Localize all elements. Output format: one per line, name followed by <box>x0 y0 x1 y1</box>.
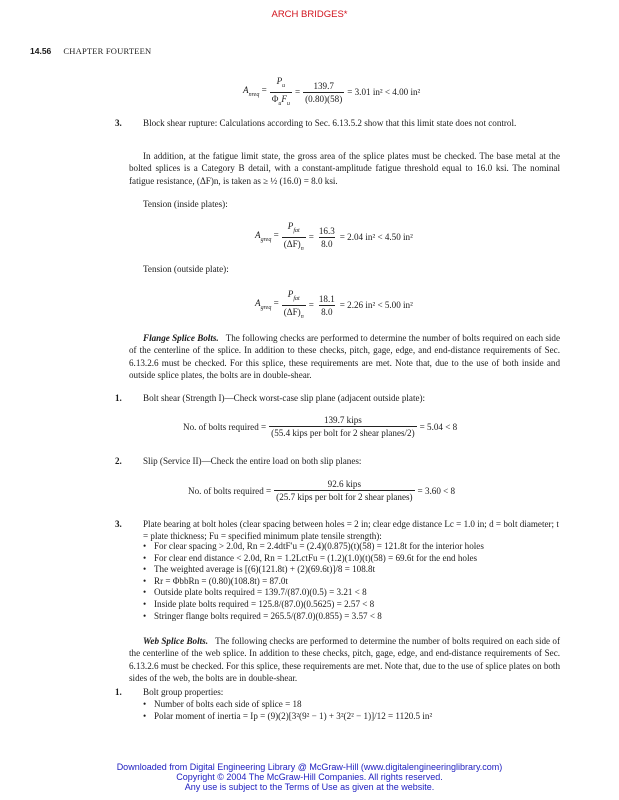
list-item: • Inside plate bolts required = 125.8/(87.0)(0.5625) = 2.57 < 8 <box>143 599 563 611</box>
paragraph-flange-splice-bolts: Flange Splice Bolts. The following checks are performed to determine the number of bolts required on each side of the centerline of the splice. In addition to these checks, pitch, gage, edge, and end-distance requirements of Sec. 6.13.2.6 must be checked. For this splice, these requirements are met. Note that, due to the use of both inside and outside splice plates, the bolts are in double-shear. <box>129 333 560 380</box>
paragraph-fatigue: In addition, at the fatigue limit state, the gross area of the splice plates must be checked. The base metal at the bolted splices is a Category B detail, with a constant-amplitude fatigue threshold equal to 16.0 ksi. The nominal fatigue resistance, (ΔF)n, is taken as ≥ ½ (16.0) = 8.0 ksi. <box>129 151 560 186</box>
list-item-slip: 2. Slip (Service II)—Check the entire load on both slip planes: <box>115 456 362 466</box>
list-item: • For clear spacing > 2.0d, Rn = 2.4dtF′u = (2.4)(0.875)(t)(58) = 121.8t for the interior holes <box>143 541 563 553</box>
bolt-group-bullet-list <box>143 699 563 722</box>
footer-terms-link[interactable]: Any use is subject to the Terms of Use as given at the website. <box>184 782 435 792</box>
section-heading-web: Web Splice Bolts. <box>143 636 208 646</box>
list-item: • Polar moment of inertia = Ip = (9)(2)[3²(9² − 1) + 3²(2² − 1)]/12 = 1120.5 in² <box>143 711 563 723</box>
label-tension-outside: Tension (outside plate): <box>143 264 229 274</box>
list-item: • Rr = ΦbbRn = (0.80)(108.8t) = 87.0t <box>143 576 563 588</box>
equation-bolt-shear: No. of bolts required = $\frac{\text{139.7 kips}}{\text{(55.4 kips per bolt for 2 shear planes/2)}}$ = 5.04 < 8 <box>183 415 458 438</box>
list-item-bolt-group: 1. Bolt group properties: <box>115 687 224 697</box>
paragraph-web-splice-bolts: Web Splice Bolts. The following checks are performed to determine the number of bolts required on each side of the centerline of the web splice. In addition to these checks, pitch, gage, edge, and end-distance requirements of Sec. 6.13.2.6 must be checked. For this splice, these requirements are met. Note that, due to the use of splice plates on both sides of the web, the bolts are in double-shear. <box>129 636 561 683</box>
footer-copyright: Copyright © 2004 The McGraw-Hill Companies. All rights reserved. <box>176 772 443 782</box>
list-item: • For clear end distance < 2.0d, Rn = 1.2LctFu = (1.2)(1.0)(t)(58) = 69.6t for the end holes <box>143 553 563 565</box>
bearing-bullet-list <box>143 541 563 622</box>
chapter-title: CHAPTER FOURTEEN <box>63 46 152 56</box>
list-item: • The weighted average is [(6)(121.8t) + (2)(69.6t)]/8 = 108.8t <box>143 564 563 576</box>
running-head <box>30 46 151 56</box>
equation-net-area: $A_{nreq}$ = $\frac{P_u}{\Phi_uF_u}$ = $\frac{139.7}{(0.80)(58)}$ = 3.01 in² < 4.00 in² <box>243 75 420 110</box>
equation-tension-outside: $A_{greq}$ = $\frac{P_{fat}}{(\Delta F)_n}$ = $\frac{18.1}{8.0}$ = 2.26 in² < 5.00 in² <box>255 288 413 323</box>
book-header: ARCH BRIDGES* <box>271 9 348 20</box>
list-item: • Outside plate bolts required = 139.7/(87.0)(0.5) = 3.21 < 8 <box>143 587 563 599</box>
list-item-plate-bearing: 3. Plate bearing at bolt holes (clear spacing between holes = 2 in; clear edge distance Lc = 1.0 in; d = bolt diameter; t = plate thickness; Fu = specified minimum plate tensile strength): <box>115 519 559 542</box>
page-number: 14.56 <box>30 46 52 56</box>
list-item: • Number of bolts each side of splice = 18 <box>143 699 563 711</box>
equation-tension-inside: $A_{greq}$ = $\frac{P_{fat}}{(\Delta F)_n}$ = $\frac{16.3}{8.0}$ = 2.04 in² < 4.50 in² <box>255 220 413 255</box>
list-item: • Stringer flange bolts required = 265.5/(87.0)(0.855) = 3.57 < 8 <box>143 611 563 623</box>
equation-slip: No. of bolts required = $\frac{\text{92.6 kips}}{\text{(25.7 kips per bolt for 2 shear planes)}}$ = 3.60 < 8 <box>188 479 456 502</box>
list-item-block-shear: 3. Block shear rupture: Calculations according to Sec. 6.13.5.2 show that this limit state does not control. <box>115 118 517 128</box>
list-item-bolt-shear: 1. Bolt shear (Strength I)—Check worst-case slip plane (adjacent outside plate): <box>115 393 426 403</box>
footer-download-link[interactable]: Downloaded from Digital Engineering Library @ McGraw-Hill (www.digitalengineeringlibrary.com) <box>116 762 503 772</box>
label-tension-inside: Tension (inside plates): <box>143 199 228 209</box>
section-heading-flange: Flange Splice Bolts. <box>143 333 219 343</box>
